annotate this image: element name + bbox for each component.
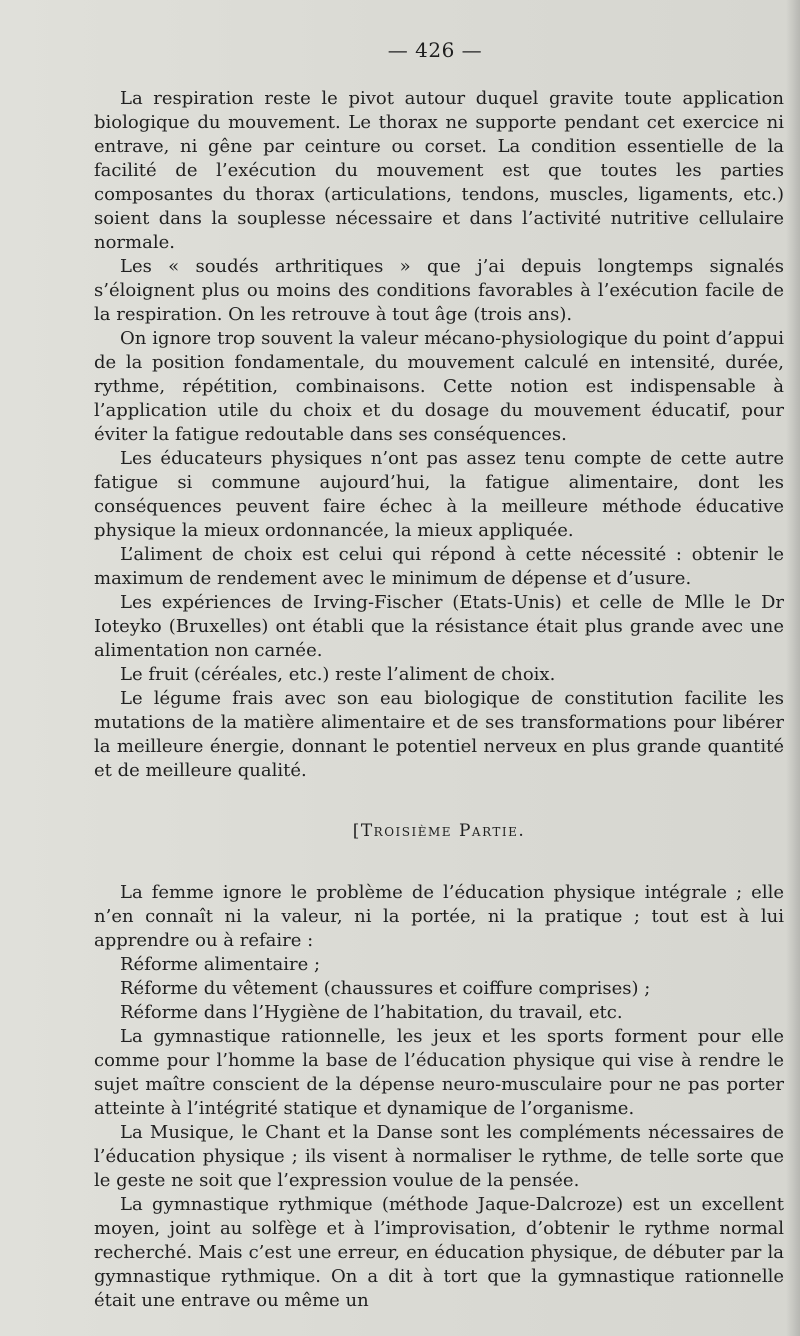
- paragraph-15: La gymnastique rythmique (méthode Jaque-Dalcroze) est un excellent moyen, joint au solfège et à l’improvisation, d’obtenir le rythme normal recherché. Mais c’est une erreur, en éducation physique, de débuter par la gymnastique rythmique. On a dit à tort que la gymnastique rationnelle était une entrave ou même un: [94, 1194, 784, 1311]
- paragraph-10: Réforme alimentaire ;: [120, 954, 321, 975]
- section-spacer: [94, 783, 784, 819]
- page-edge-shadow: [786, 0, 800, 1336]
- paragraph-14: La Musique, le Chant et la Danse sont les compléments nécessaires de l’éducation physique ; ils visent à normaliser le rythme, de telle sorte que le geste ne soit que l’expression voulue de la pensée.: [94, 1122, 784, 1191]
- page-body: [94, 87, 784, 1313]
- paragraph-4: Les éducateurs physiques n’ont pas assez tenu compte de cette autre fatigue si commune aujourd’hui, la fatigue alimentaire, dont les conséquences peuvent faire échec à la meilleure méthode éducative physique la mieux ordonnancée, la mieux appliquée.: [94, 448, 784, 541]
- paragraph-6: Les expériences de Irving-Fischer (Etats-Unis) et celle de Mlle le Dr Ioteyko (Bruxelles) ont établi que la résistance était plus grande avec une alimentation non carnée.: [94, 592, 784, 661]
- paragraph-7: Le fruit (céréales, etc.) reste l’aliment de choix.: [120, 664, 556, 685]
- paragraph-9: La femme ignore le problème de l’éducation physique intégrale ; elle n’en connaît ni la valeur, ni la portée, ni la pratique ; tout est à lui apprendre ou à refaire :: [94, 882, 784, 951]
- paragraph-5: L’aliment de choix est celui qui répond à cette nécessité : obtenir le maximum de rendement avec le minimum de dépense et d’usure.: [94, 544, 784, 589]
- paragraph-11: Réforme du vêtement (chaussures et coiffure comprises) ;: [120, 978, 651, 999]
- paragraph-8: Le légume frais avec son eau biologique de constitution facilite les mutations de la matière alimentaire et de ses transformations pour libérer la meilleure énergie, donnant le potentiel nerveux en plus grande quantité et de meilleure qualité.: [94, 688, 784, 781]
- section-title: [Troisième Partie.: [352, 821, 526, 841]
- paragraph-2: Les « soudés arthritiques » que j’ai depuis longtemps signalés s’éloignent plus ou moins des conditions favorables à l’exécution facile de la respiration. On les retrouve à tout âge (trois ans).: [94, 256, 784, 325]
- paragraph-3: On ignore trop souvent la valeur mécano-physiologique du point d’appui de la position fondamentale, du mouvement calculé en intensité, durée, rythme, répétition, combinaisons. Cette notion est indispensable à l’application utile du choix et du dosage du mouvement éducatif, pour éviter la fatigue redoutable dans ses conséquences.: [94, 328, 784, 445]
- page-number: — 426 —: [387, 38, 483, 62]
- paragraph-1: La respiration reste le pivot autour duquel gravite toute application biologique du mouvement. Le thorax ne supporte pendant cet exercice ni entrave, ni gêne par ceinture ou corset. La condition essentielle de la facilité de l’exécution du mouvement est que toutes les parties composantes du thorax (articulations, tendons, muscles, ligaments, etc.) soient dans la souplesse nécessaire et dans l’activité nutritive cellulaire normale.: [94, 88, 784, 253]
- paragraph-13: La gymnastique rationnelle, les jeux et les sports forment pour elle comme pour l’homme la base de l’éducation physique qui vise à rendre le sujet maître conscient de la dépense neuro-musculaire pour ne pas porter atteinte à l’intégrité statique et dynamique de l’organisme.: [94, 1026, 784, 1119]
- paragraph-12: Réforme dans l’Hygiène de l’habitation, du travail, etc.: [120, 1002, 623, 1023]
